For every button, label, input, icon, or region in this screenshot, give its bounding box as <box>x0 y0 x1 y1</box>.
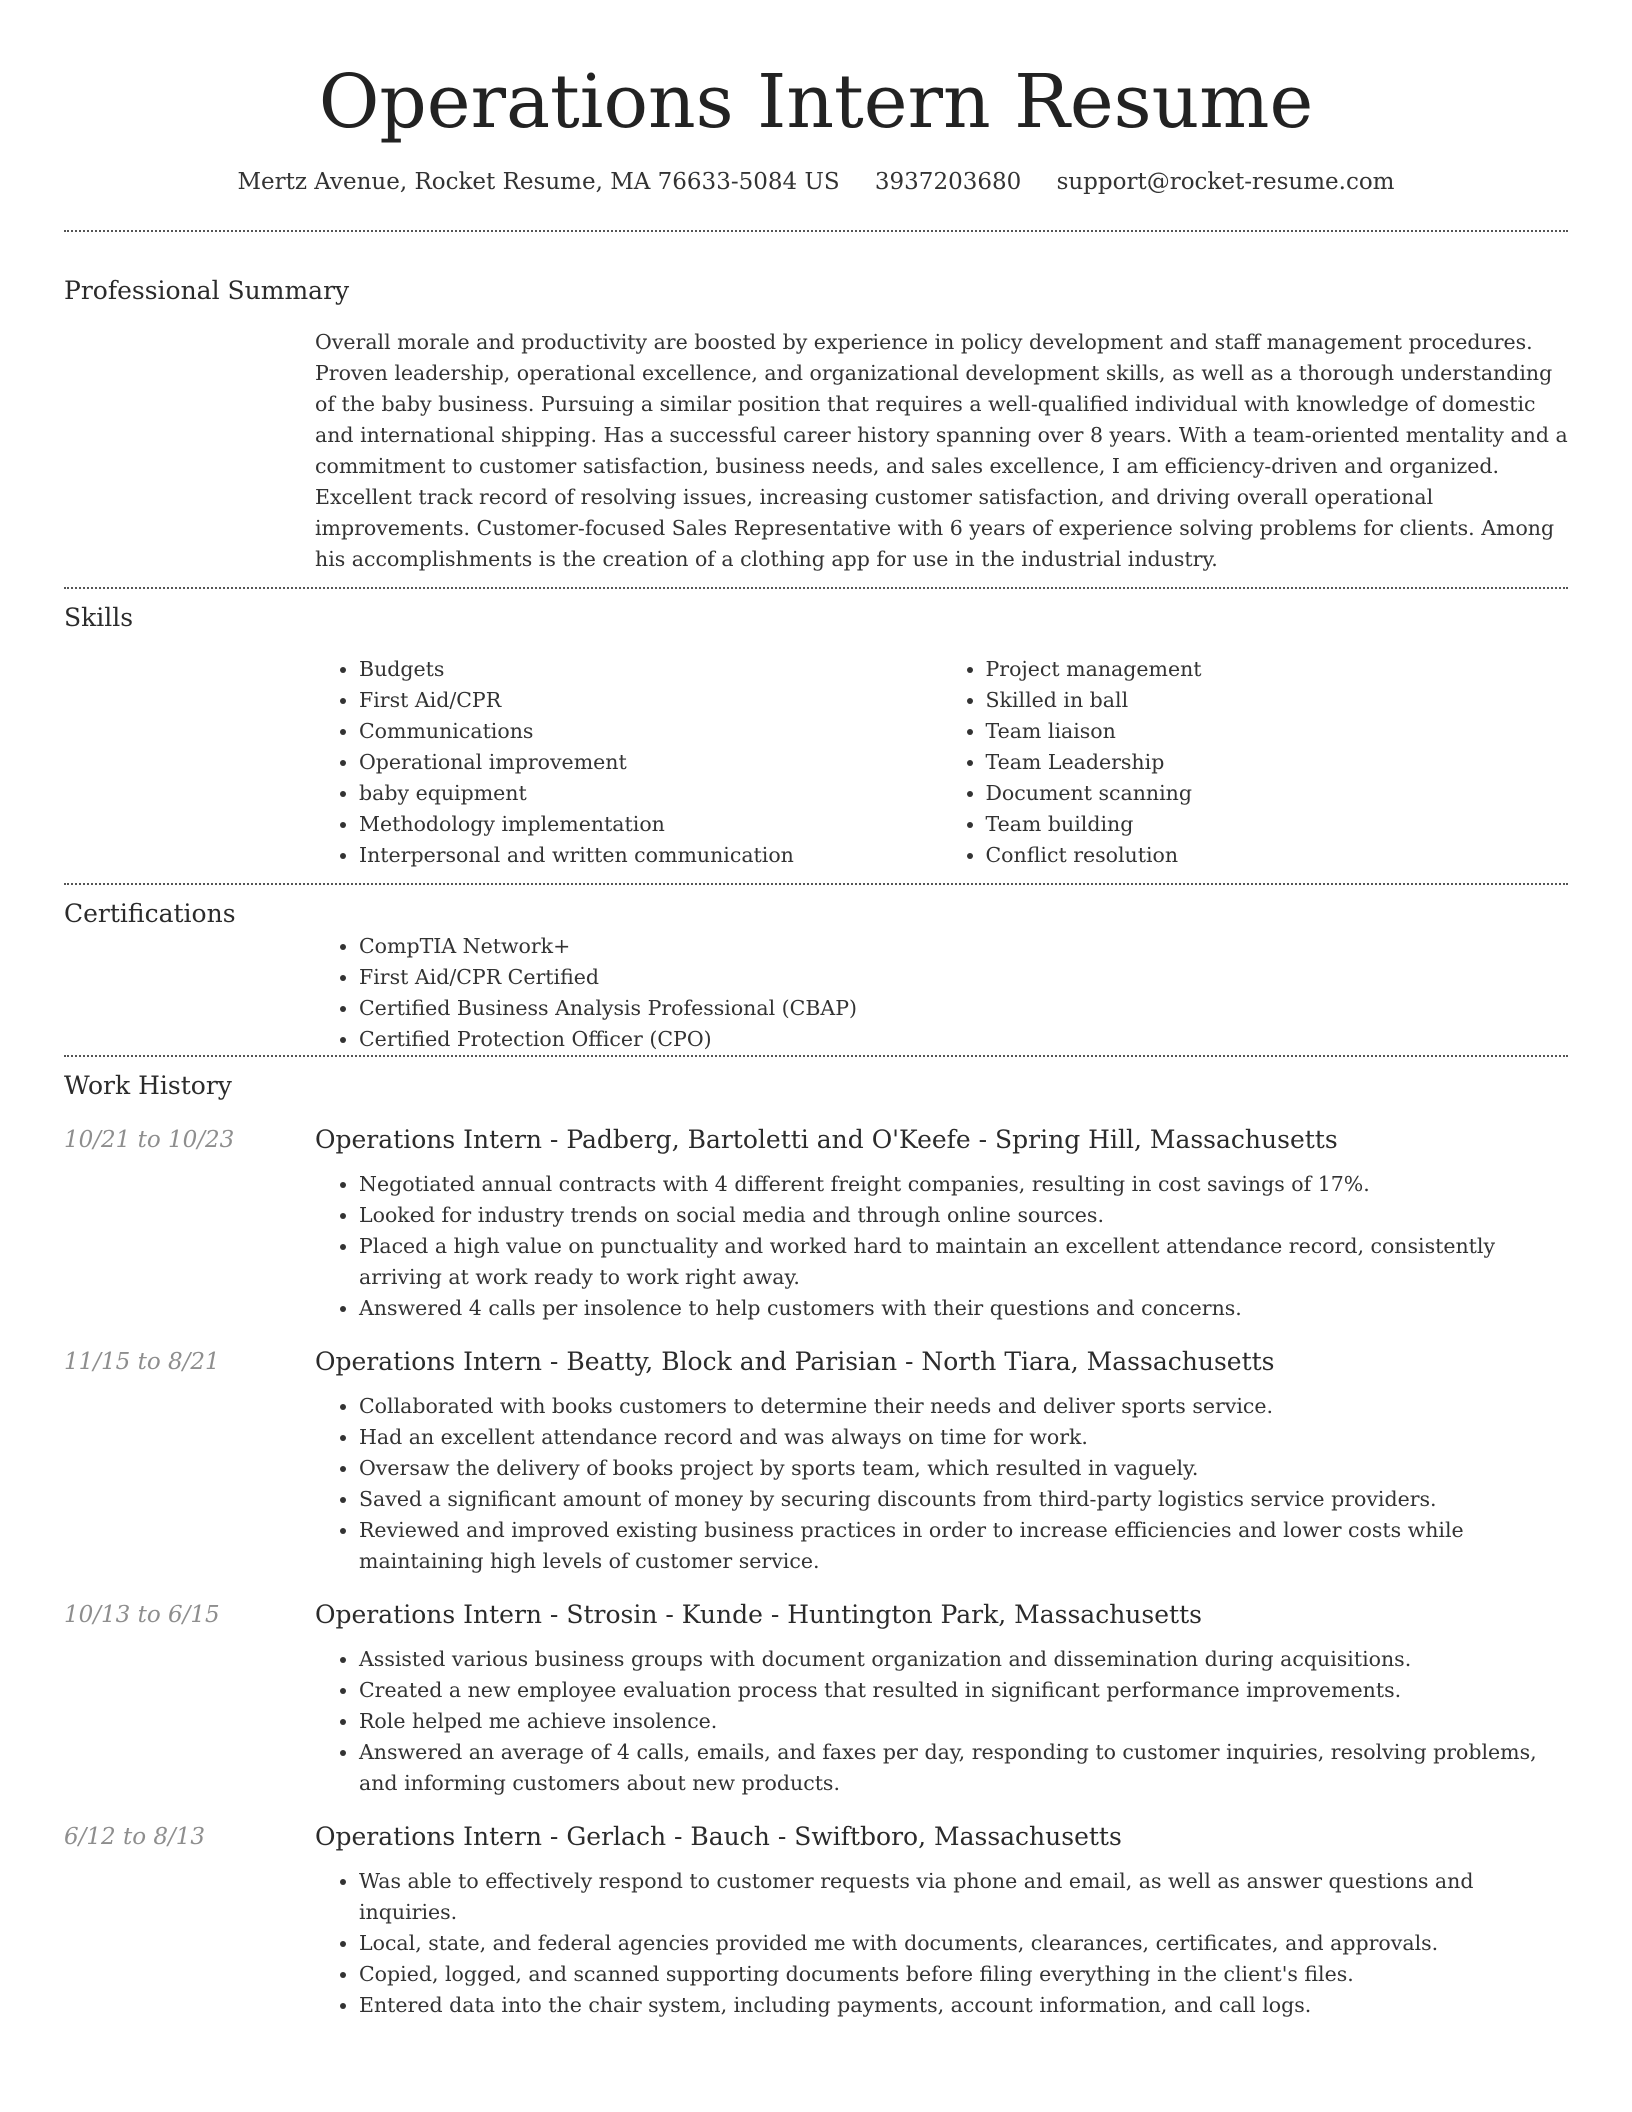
list-item: • Methodology implementation <box>359 809 942 840</box>
list-item: • Budgets <box>359 654 942 685</box>
skills-heading: Skills <box>64 603 134 632</box>
section-divider <box>64 230 1568 232</box>
list-item: • Interpersonal and written communication <box>359 840 942 871</box>
contact-email: support@rocket-resume.com <box>1056 169 1395 195</box>
list-item: • Copied, logged, and scanned supporting documents before filing everything in the client's files. <box>359 1959 1568 1990</box>
list-item: • Assisted various business groups with document organization and dissemination during acquisitions. <box>359 1644 1568 1675</box>
work-history-heading: Work History <box>64 1071 232 1100</box>
skills-list-right <box>942 654 1569 871</box>
list-item: • Entered data into the chair system, including payments, account information, and call logs. <box>359 1990 1568 2021</box>
list-item: • Was able to effectively respond to customer requests via phone and email, as well as answer questions and inquiries. <box>359 1866 1568 1928</box>
skills-grid <box>315 654 1568 871</box>
certifications-section <box>64 897 1568 1055</box>
summary-section <box>64 274 1568 575</box>
list-item: • Skilled in ball <box>986 685 1569 716</box>
list-item: • Local, state, and federal agencies provided me with documents, clearances, certificates, and approvals. <box>359 1928 1568 1959</box>
job-title: Operations Intern - Beatty, Block and Parisian - North Tiara, Massachusetts <box>315 1347 1275 1376</box>
list-item: • First Aid/CPR Certified <box>359 962 1568 993</box>
list-item: • Placed a high value on punctuality and worked hard to maintain an excellent attendance record, consistently arriving at work ready to work right away. <box>359 1231 1568 1293</box>
list-item: • Had an excellent attendance record and was always on time for work. <box>359 1422 1568 1453</box>
list-item: • Role helped me achieve insolence. <box>359 1706 1568 1737</box>
job-date: 10/13 to 6/15 <box>64 1602 220 1628</box>
list-item: • Oversaw the delivery of books project by sports team, which resulted in vaguely. <box>359 1453 1568 1484</box>
list-item: • Certified Protection Officer (CPO) <box>359 1024 1568 1055</box>
job-date: 10/21 to 10/23 <box>64 1127 235 1153</box>
contact-phone: 3937203680 <box>874 169 1022 195</box>
job-date: 11/15 to 8/21 <box>64 1349 220 1375</box>
job-title: Operations Intern - Gerlach - Bauch - Swiftboro, Massachusetts <box>315 1822 1122 1851</box>
job-title: Operations Intern - Strosin - Kunde - Huntington Park, Massachusetts <box>315 1600 1202 1629</box>
summary-heading: Professional Summary <box>64 276 350 305</box>
section-divider <box>64 587 1568 589</box>
resume-title: Operations Intern Resume <box>318 59 1314 145</box>
list-item: • Team liaison <box>986 716 1569 747</box>
work-history-section <box>64 1069 1568 2021</box>
job-title: Operations Intern - Padberg, Bartoletti and O'Keefe - Spring Hill, Massachusetts <box>315 1125 1338 1154</box>
job-entry <box>64 1820 1568 2021</box>
job-bullets <box>315 1866 1568 2021</box>
list-item: • baby equipment <box>359 778 942 809</box>
job-bullets <box>315 1391 1568 1577</box>
summary-text: Overall morale and productivity are boosted by experience in policy development and staff management procedures. Proven leadership, operational excellence, and organizational development skills, as well as a thorough understanding of the baby business. Pursuing a similar position that requires a well-qualified individual with knowledge of domestic and international shipping. Has a successful career history spanning over 8 years. With a team-oriented mentality and a commitment to customer satisfaction, business needs, and sales excellence, I am efficiency-driven and organized. Excellent track record of resolving issues, increasing customer satisfaction, and driving overall operational improvements. Customer-focused Sales Representative with 6 years of experience solving problems for clients. Among his accomplishments is the creation of a clothing app for use in the industrial industry. <box>315 330 1568 571</box>
job-bullets <box>315 1169 1568 1324</box>
list-item: • Team building <box>986 809 1569 840</box>
skills-list-left <box>315 654 942 871</box>
job-bullets <box>315 1644 1568 1799</box>
contact-address: Mertz Avenue, Rocket Resume, MA 76633-5084 US <box>237 169 840 195</box>
list-item: • Negotiated annual contracts with 4 different freight companies, resulting in cost savings of 17%. <box>359 1169 1568 1200</box>
job-entry <box>64 1345 1568 1577</box>
job-date: 6/12 to 8/13 <box>64 1824 206 1850</box>
job-entry <box>64 1123 1568 1324</box>
list-item: • First Aid/CPR <box>359 685 942 716</box>
list-item: • Certified Business Analysis Professional (CBAP) <box>359 993 1568 1024</box>
list-item: • Reviewed and improved existing business practices in order to increase efficiencies and lower costs while maintaining high levels of customer service. <box>359 1515 1568 1577</box>
list-item: • Operational improvement <box>359 747 942 778</box>
list-item: • Communications <box>359 716 942 747</box>
certifications-heading: Certifications <box>64 899 236 928</box>
skills-section <box>64 601 1568 871</box>
job-entry <box>64 1598 1568 1799</box>
list-item: • Saved a significant amount of money by securing discounts from third-party logistics service providers. <box>359 1484 1568 1515</box>
list-item: • Collaborated with books customers to determine their needs and deliver sports service. <box>359 1391 1568 1422</box>
list-item: • Answered 4 calls per insolence to help customers with their questions and concerns. <box>359 1293 1568 1324</box>
list-item: • Team Leadership <box>986 747 1569 778</box>
list-item: • CompTIA Network+ <box>359 931 1568 962</box>
list-item: • Document scanning <box>986 778 1569 809</box>
list-item: • Answered an average of 4 calls, emails, and faxes per day, responding to customer inquiries, resolving problems, and informing customers about new products. <box>359 1737 1568 1799</box>
list-item: • Conflict resolution <box>986 840 1569 871</box>
list-item: • Created a new employee evaluation process that resulted in significant performance improvements. <box>359 1675 1568 1706</box>
contact-line <box>64 166 1568 198</box>
section-divider <box>64 883 1568 885</box>
list-item: • Looked for industry trends on social media and through online sources. <box>359 1200 1568 1231</box>
list-item: • Project management <box>986 654 1569 685</box>
certifications-list <box>315 931 1568 1055</box>
section-divider <box>64 1055 1568 1057</box>
